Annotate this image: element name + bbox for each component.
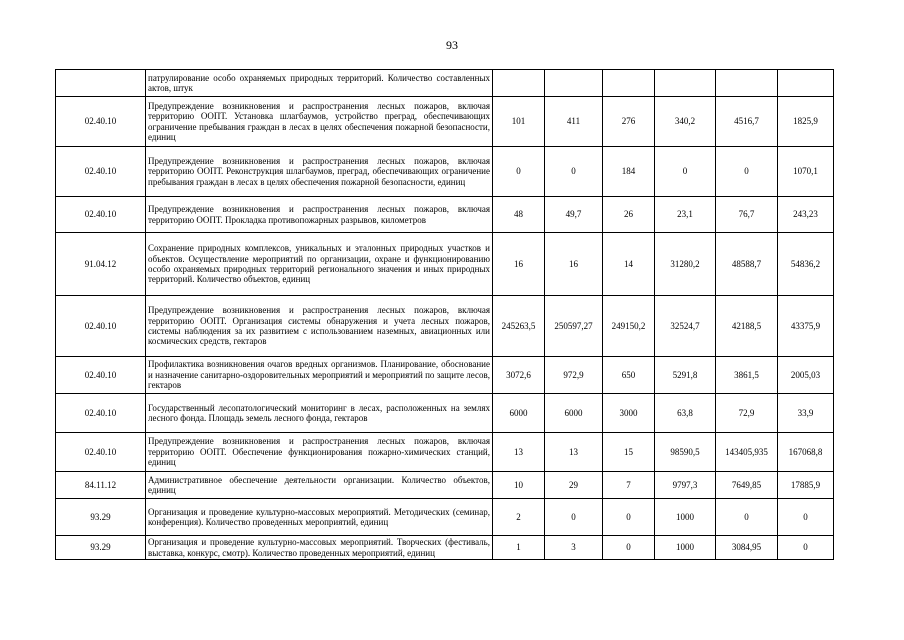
table-row [56, 197, 834, 233]
value-cell-1: 0 [493, 147, 545, 197]
okved-code-cell [56, 70, 146, 97]
value-cell-2 [545, 70, 603, 97]
value-cell-4: 23,1 [655, 197, 716, 233]
table-row [56, 499, 834, 536]
value-cell-3: 26 [603, 197, 655, 233]
okved-code-cell: 02.40.10 [56, 433, 146, 472]
value-cell-6: 167068,8 [778, 433, 834, 472]
value-cell-6: 0 [778, 499, 834, 536]
value-cell-2: 250597,27 [545, 296, 603, 357]
value-cell-3: 3000 [603, 394, 655, 433]
okved-code-cell: 02.40.10 [56, 147, 146, 197]
value-cell-4: 5291,8 [655, 357, 716, 394]
value-cell-3: 0 [603, 499, 655, 536]
okved-code-cell: 02.40.10 [56, 296, 146, 357]
description-cell: Предупреждение возникновения и распространения лесных пожаров, включая территорию ООПТ. Установка шлагбаумов, устройство преград, обеспечивающих ограничение пребывания граждан в лесах в целях обеспечения пожарной безопасности, единиц [146, 97, 493, 147]
value-cell-1: 2 [493, 499, 545, 536]
okved-code-cell: 91.04.12 [56, 233, 146, 296]
description-cell: Сохранение природных комплексов, уникальных и эталонных природных участков и объектов. Осуществление мероприятий по организации, охране и функционированию особо охраняемых природных территорий регионального значения и иных природных территорий. Количество объектов, единиц [146, 233, 493, 296]
value-cell-6 [778, 70, 834, 97]
table-row [56, 536, 834, 560]
value-cell-2: 29 [545, 472, 603, 499]
description-cell: Предупреждение возникновения и распространения лесных пожаров, включая территорию ООПТ. Организация системы обнаружения и учета лесных пожаров, системы наблюдения за их развитием с использованием наземных, авиационных или космических средств, гектаров [146, 296, 493, 357]
table-row [56, 70, 834, 97]
table-row [56, 357, 834, 394]
value-cell-5: 4516,7 [716, 97, 778, 147]
okved-code-cell: 02.40.10 [56, 357, 146, 394]
okved-code-cell: 02.40.10 [56, 197, 146, 233]
value-cell-5: 72,9 [716, 394, 778, 433]
value-cell-1: 1 [493, 536, 545, 560]
value-cell-4: 98590,5 [655, 433, 716, 472]
value-cell-4: 340,2 [655, 97, 716, 147]
value-cell-4: 63,8 [655, 394, 716, 433]
data-table [55, 69, 834, 560]
value-cell-2: 3 [545, 536, 603, 560]
value-cell-1: 6000 [493, 394, 545, 433]
value-cell-2: 0 [545, 147, 603, 197]
value-cell-3: 0 [603, 536, 655, 560]
table-row [56, 233, 834, 296]
value-cell-2: 13 [545, 433, 603, 472]
value-cell-3: 184 [603, 147, 655, 197]
okved-code-cell: 02.40.10 [56, 394, 146, 433]
value-cell-3: 276 [603, 97, 655, 147]
okved-code-cell: 02.40.10 [56, 97, 146, 147]
description-cell: Предупреждение возникновения и распространения лесных пожаров, включая территорию ООПТ. Реконструкция шлагбаумов, преград, обеспечивающих ограничение пребывания граждан в лесах в целях обеспечения пожарной безопасности, единиц [146, 147, 493, 197]
value-cell-3 [603, 70, 655, 97]
okved-code-cell: 93.29 [56, 536, 146, 560]
description-cell: Административное обеспечение деятельности организации. Количество объектов, единиц [146, 472, 493, 499]
page-number: 93 [446, 38, 458, 52]
value-cell-5: 7649,85 [716, 472, 778, 499]
value-cell-2: 16 [545, 233, 603, 296]
table-row [56, 147, 834, 197]
okved-code-cell: 93.29 [56, 499, 146, 536]
description-cell: Профилактика возникновения очагов вредных организмов. Планирование, обоснование и назначение санитарно-оздоровительных мероприятий и мероприятий по защите лесов, гектаров [146, 357, 493, 394]
value-cell-6: 17885,9 [778, 472, 834, 499]
value-cell-1: 245263,5 [493, 296, 545, 357]
value-cell-4: 1000 [655, 536, 716, 560]
value-cell-2: 411 [545, 97, 603, 147]
description-cell: Предупреждение возникновения и распространения лесных пожаров, включая территорию ООПТ. Прокладка противопожарных разрывов, километров [146, 197, 493, 233]
value-cell-4 [655, 70, 716, 97]
value-cell-1: 10 [493, 472, 545, 499]
value-cell-5: 42188,5 [716, 296, 778, 357]
table-row [56, 97, 834, 147]
description-cell: Предупреждение возникновения и распространения лесных пожаров, включая территорию ООПТ. Обеспечение функционирования пожарно-химических станций, единиц [146, 433, 493, 472]
description-cell: Организация и проведение культурно-массовых мероприятий. Творческих (фестиваль, выставка, конкурс, смотр). Количество проведенных мероприятий, единиц [146, 536, 493, 560]
description-cell: Организация и проведение культурно-массовых мероприятий. Методических (семинар, конференция). Количество проведенных мероприятий, единиц [146, 499, 493, 536]
value-cell-6: 33,9 [778, 394, 834, 433]
value-cell-2: 49,7 [545, 197, 603, 233]
value-cell-4: 31280,2 [655, 233, 716, 296]
value-cell-5: 3084,95 [716, 536, 778, 560]
value-cell-5 [716, 70, 778, 97]
value-cell-2: 0 [545, 499, 603, 536]
value-cell-4: 32524,7 [655, 296, 716, 357]
value-cell-3: 15 [603, 433, 655, 472]
value-cell-1: 48 [493, 197, 545, 233]
value-cell-3: 650 [603, 357, 655, 394]
description-cell: патрулирование особо охраняемых природных территорий. Количество составленных актов, штук [146, 70, 493, 97]
value-cell-3: 7 [603, 472, 655, 499]
value-cell-1: 13 [493, 433, 545, 472]
value-cell-2: 6000 [545, 394, 603, 433]
value-cell-6: 54836,2 [778, 233, 834, 296]
table-row [56, 394, 834, 433]
value-cell-3: 249150,2 [603, 296, 655, 357]
value-cell-1: 101 [493, 97, 545, 147]
value-cell-4: 9797,3 [655, 472, 716, 499]
value-cell-1: 16 [493, 233, 545, 296]
okved-code-cell: 84.11.12 [56, 472, 146, 499]
value-cell-3: 14 [603, 233, 655, 296]
value-cell-4: 1000 [655, 499, 716, 536]
value-cell-6: 1825,9 [778, 97, 834, 147]
value-cell-2: 972,9 [545, 357, 603, 394]
table-row [56, 433, 834, 472]
table-row [56, 472, 834, 499]
value-cell-6: 2005,03 [778, 357, 834, 394]
value-cell-5: 76,7 [716, 197, 778, 233]
value-cell-5: 48588,7 [716, 233, 778, 296]
value-cell-6: 0 [778, 536, 834, 560]
value-cell-6: 43375,9 [778, 296, 834, 357]
value-cell-1: 3072,6 [493, 357, 545, 394]
description-cell: Государственный лесопатологический мониторинг в лесах, расположенных на землях лесного фонда. Площадь земель лесного фонда, гектаров [146, 394, 493, 433]
table-body [56, 70, 834, 560]
value-cell-5: 143405,935 [716, 433, 778, 472]
value-cell-4: 0 [655, 147, 716, 197]
value-cell-5: 0 [716, 499, 778, 536]
value-cell-5: 0 [716, 147, 778, 197]
value-cell-6: 1070,1 [778, 147, 834, 197]
table-row [56, 296, 834, 357]
value-cell-6: 243,23 [778, 197, 834, 233]
value-cell-5: 3861,5 [716, 357, 778, 394]
value-cell-1 [493, 70, 545, 97]
